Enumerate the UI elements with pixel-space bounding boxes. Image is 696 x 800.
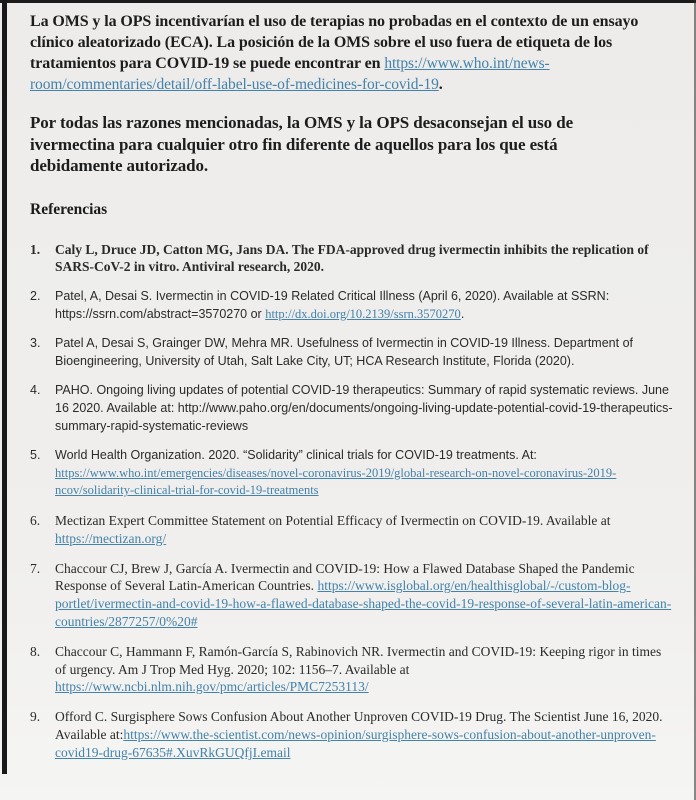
intro-paragraph-1-text: La OMS y la OPS incentivarían el uso de terapias no probadas en el contexto de un ensayo clínico aleatorizado (ECA). La posición de la OMS sobre el uso fuera de etiqueta de los tratamientos para COVID-19 se puede encontrar en: [30, 13, 639, 72]
reference-body: [55, 512, 674, 548]
reference-text: Patel A, Desai S, Grainger DW, Mehra MR. Usefulness of Ivermectin in COVID-19 Illness. Department of Bioengineering, University of Utah, Salt Lake City, UT; HCA Research Institute, Florida (2020).: [55, 336, 633, 368]
reference-item: [30, 560, 674, 631]
reference-body: [55, 708, 674, 761]
page-top-edge: [0, 0, 696, 3]
reference-number: 2.: [30, 289, 41, 304]
intro-paragraph-1: [30, 11, 674, 95]
reference-item: [30, 288, 674, 323]
reference-body: [55, 643, 674, 696]
reference-item: [30, 241, 674, 277]
reference-body: [55, 382, 674, 435]
reference-text: PAHO. Ongoing living updates of potential COVID-19 therapeutics: Summary of rapid systematic reviews. June 16 2020. Available at: http://www.paho.org/en/documents/ongoing-living-update-potential-covid-19-therapeutics-summary-rapid-systematic-reviews: [55, 383, 673, 433]
reference-body: [55, 560, 674, 631]
who-offlabel-link[interactable]: https://www.who.int/news-room/commentaries/detail/off-label-use-of-medicines-for-covid-19: [30, 55, 550, 93]
reference-item: [30, 643, 674, 696]
reference-text: Chaccour C, Hammann F, Ramón-García S, Rabinovich NR. Ivermectin and COVID-19: Keeping rigor in times of urgency. Am J Trop Med Hyg. 2020; 102: 1156–7. Available at: [55, 643, 662, 677]
reference-text: Mectizan Expert Committee Statement on Potential Efficacy of Ivermectin on COVID-19. Available at: [55, 513, 611, 529]
intro-section: [30, 11, 674, 177]
reference-text: Chaccour CJ, Brew J, García A. Ivermectin and COVID-19: How a Flawed Database Shaped the Pandemic Response of Several Latin-American Countries.: [55, 560, 635, 594]
references-heading: Referencias: [30, 200, 108, 218]
reference-link[interactable]: http://dx.doi.org/10.2139/ssrn.3570270: [265, 306, 461, 321]
reference-text: Caly L, Druce JD, Catton MG, Jans DA. The FDA-approved drug ivermectin inhibits the replication of SARS-CoV-2 in vitro. Antiviral research, 2020.: [55, 241, 649, 275]
reference-item: [30, 512, 674, 548]
reference-text: Offord C. Surgisphere Sows Confusion About Another Unproven COVID-19 Drug. The Scientist June 16, 2020. Available at:: [55, 709, 663, 742]
reference-body: [55, 447, 674, 500]
references-list: [30, 241, 674, 762]
reference-link[interactable]: https://www.who.int/emergencies/diseases/novel-coronavirus-2019/global-research-on-novel-coronavirus-2019-ncov/solidarity-clinical-trial-for-covid-19-treatments: [55, 465, 617, 498]
intro-paragraph-1-period: .: [438, 76, 443, 93]
reference-link[interactable]: https://www.the-scientist.com/news-opinion/surgisphere-sows-confusion-about-another-unproven-covid19-drug-67635#.XuvRkGUQfjI.email: [55, 727, 656, 760]
reference-item: [30, 708, 674, 761]
reference-body: [55, 335, 674, 370]
reference-number: 6.: [30, 513, 41, 529]
reference-number: 9.: [30, 709, 41, 725]
reference-item: [30, 335, 674, 370]
reference-body: [55, 241, 674, 277]
reference-text: .: [460, 306, 465, 321]
reference-item: [30, 447, 674, 500]
reference-number: 3.: [30, 336, 41, 351]
page-left-edge: [2, 0, 7, 774]
reference-item: [30, 382, 674, 435]
reference-number: 4.: [30, 383, 41, 398]
reference-body: [55, 288, 674, 323]
reference-text: Patel, A, Desai S. Ivermectin in COVID-19 Related Critical Illness (April 6, 2020). Available at SSRN: https://ssrn.com/abstract=3570270 or: [55, 289, 610, 321]
reference-number: 7.: [30, 560, 41, 576]
reference-number: 8.: [30, 643, 41, 659]
reference-text: World Health Organization. 2020. “Solidarity” clinical trials for COVID-19 treatments. At:: [55, 448, 537, 463]
document-content: [30, 11, 674, 774]
reference-number: 5.: [30, 448, 41, 463]
intro-paragraph-2: Por todas las razones mencionadas, la OMS y la OPS desaconsejan el uso de ivermectina para cualquier otro fin diferente de aquellos para los que está debidamente autorizado.: [30, 113, 574, 175]
reference-link[interactable]: https://www.ncbi.nlm.nih.gov/pmc/articles/PMC7253113/: [55, 679, 369, 695]
reference-number: 1.: [30, 241, 41, 257]
reference-link[interactable]: https://mectizan.org/: [55, 530, 167, 546]
reference-link[interactable]: https://www.isglobal.org/en/healthisglobal/-/custom-blog-portlet/ivermectin-and-covid-19-how-a-flawed-database-shaped-the-covid-19-response-of-several-latin-american-countries/2877257/0%20#: [55, 578, 672, 630]
